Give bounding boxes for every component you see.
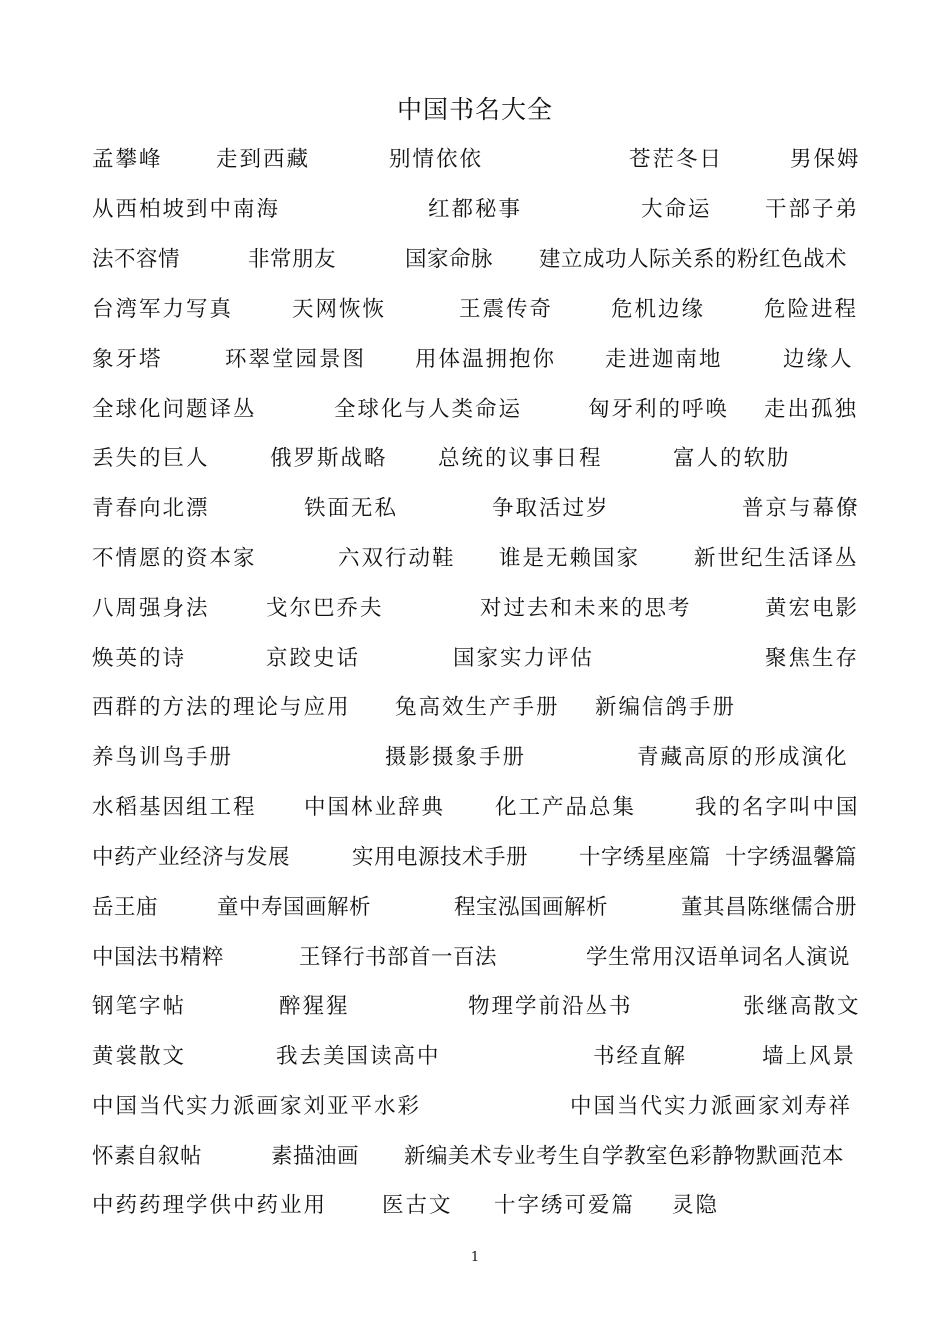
list-row <box>92 591 862 627</box>
book-title: 孟攀峰 <box>92 147 163 172</box>
list-row <box>92 641 862 677</box>
book-title: 墙上风景 <box>762 1044 857 1069</box>
book-title: 醉猩猩 <box>279 994 350 1019</box>
book-title: 物理学前沿丛书 <box>468 994 633 1019</box>
book-title: 中国当代实力派画家刘寿祥 <box>570 1094 853 1119</box>
book-title: 危险进程 <box>764 297 859 322</box>
list-row <box>92 740 862 776</box>
list-row <box>92 491 862 527</box>
book-title: 全球化问题译丛 <box>92 397 257 422</box>
book-title: 象牙塔 <box>92 347 163 372</box>
book-title: 对过去和未来的思考 <box>480 596 692 621</box>
book-title: 边缘人 <box>783 347 854 372</box>
book-title: 西群的方法的理论与应用 <box>92 695 351 720</box>
book-title: 危机边缘 <box>611 297 706 322</box>
book-title: 男保姆 <box>790 147 861 172</box>
book-title: 化工产品总集 <box>495 795 637 820</box>
book-title: 富人的软肋 <box>673 446 791 471</box>
book-title: 法不容情 <box>92 247 181 272</box>
book-title: 谁是无赖国家 <box>499 546 641 571</box>
book-title: 焕英的诗 <box>92 646 187 671</box>
book-title: 俄罗斯战略 <box>270 446 388 471</box>
book-title: 灵隐 <box>672 1193 720 1218</box>
book-title: 黄宏电影 <box>765 596 860 621</box>
book-title: 兔高效生产手册 <box>395 695 560 720</box>
book-title: 不情愿的资本家 <box>92 546 257 571</box>
book-title: 张继高散文 <box>743 994 861 1019</box>
book-title: 普京与幕僚 <box>742 496 860 521</box>
book-title: 新编美术专业考生自学教室色彩静物默画范本 <box>404 1144 845 1169</box>
list-row <box>92 1039 862 1075</box>
list-row <box>92 940 862 976</box>
book-title: 程宝泓国画解析 <box>454 895 609 920</box>
book-title: 聚焦生存 <box>765 646 860 671</box>
book-title: 六双行动鞋 <box>338 546 456 571</box>
book-title: 台湾军力写真 <box>92 297 234 322</box>
list-row <box>92 342 862 378</box>
book-title: 戈尔巴乔夫 <box>266 596 384 621</box>
list-row <box>92 1139 862 1175</box>
list-row <box>92 840 862 876</box>
list-row <box>92 541 862 577</box>
list-row <box>92 392 862 428</box>
book-title: 十字绣温馨篇 <box>725 845 858 870</box>
book-title: 干部子弟 <box>765 197 860 222</box>
book-title: 走到西藏 <box>216 147 311 172</box>
book-title: 中国法书精粹 <box>92 945 225 970</box>
book-title: 王铎行书部首一百法 <box>299 945 498 970</box>
book-title: 走出孤独 <box>764 397 859 422</box>
book-title: 钢笔字帖 <box>92 994 187 1019</box>
book-title: 全球化与人类命运 <box>334 397 523 422</box>
list-row <box>92 890 862 926</box>
page-title: 中国书名大全 <box>396 95 553 124</box>
book-title: 丢失的巨人 <box>92 446 210 471</box>
book-title: 八周强身法 <box>92 596 210 621</box>
book-title: 青藏高原的形成演化 <box>637 745 849 770</box>
book-title: 大命运 <box>641 197 712 222</box>
book-title: 走进迦南地 <box>605 347 723 372</box>
book-title: 非常朋友 <box>248 247 337 272</box>
book-title: 王震传奇 <box>459 297 554 322</box>
list-row <box>92 142 862 178</box>
list-row <box>92 690 862 726</box>
book-title: 京跤史话 <box>266 646 361 671</box>
book-title: 中药药理学供中药业用 <box>92 1193 328 1218</box>
book-title: 建立成功人际关系的粉红色战术 <box>539 247 848 272</box>
book-title: 童中寿国画解析 <box>217 895 372 920</box>
list-row <box>92 1188 862 1224</box>
book-title: 天网恢恢 <box>292 297 387 322</box>
book-title: 实用电源技术手册 <box>352 845 529 870</box>
book-title: 铁面无私 <box>304 496 399 521</box>
book-title: 中国林业辞典 <box>304 795 446 820</box>
book-title: 国家实力评估 <box>453 646 595 671</box>
book-title: 医古文 <box>382 1193 453 1218</box>
book-title: 青春向北漂 <box>92 496 210 521</box>
book-title: 怀素自叙帖 <box>92 1144 203 1169</box>
book-title: 争取活过岁 <box>492 496 610 521</box>
book-title: 董其昌陈继儒合册 <box>681 895 858 920</box>
book-title: 十字绣可爱篇 <box>494 1193 636 1218</box>
book-title: 中药产业经济与发展 <box>92 845 291 870</box>
book-title: 十字绣星座篇 <box>579 845 712 870</box>
book-title: 黄裳散文 <box>92 1044 187 1069</box>
list-row <box>92 292 862 328</box>
book-title: 养鸟训鸟手册 <box>92 745 234 770</box>
book-title: 环翠堂园景图 <box>225 347 367 372</box>
book-title: 从西柏坡到中南海 <box>92 197 281 222</box>
book-title: 摄影摄象手册 <box>385 745 527 770</box>
list-row <box>92 242 862 278</box>
list-row <box>92 790 862 826</box>
book-title: 红都秘事 <box>428 197 523 222</box>
book-title: 总统的议事日程 <box>438 446 603 471</box>
book-title: 国家命脉 <box>405 247 494 272</box>
book-title: 岳王庙 <box>92 895 159 920</box>
book-title: 用体温拥抱你 <box>415 347 557 372</box>
page-number: 1 <box>470 1250 480 1265</box>
list-row <box>92 192 862 228</box>
list-row <box>92 441 862 477</box>
list-row <box>92 1089 862 1125</box>
book-title: 新编信鸽手册 <box>595 695 737 720</box>
list-row <box>92 989 862 1025</box>
book-title: 书经直解 <box>593 1044 688 1069</box>
book-title: 我去美国读高中 <box>276 1044 441 1069</box>
book-title: 我的名字叫中国 <box>695 795 860 820</box>
book-title: 匈牙利的呼唤 <box>588 397 730 422</box>
book-title: 新世纪生活译丛 <box>694 546 859 571</box>
book-title: 水稻基因组工程 <box>92 795 257 820</box>
book-title: 别情依依 <box>389 147 484 172</box>
book-title: 苍茫冬日 <box>629 147 724 172</box>
book-title: 学生常用汉语单词名人演说 <box>586 945 851 970</box>
book-title: 中国当代实力派画家刘亚平水彩 <box>92 1094 422 1119</box>
book-title: 素描油画 <box>271 1144 360 1169</box>
